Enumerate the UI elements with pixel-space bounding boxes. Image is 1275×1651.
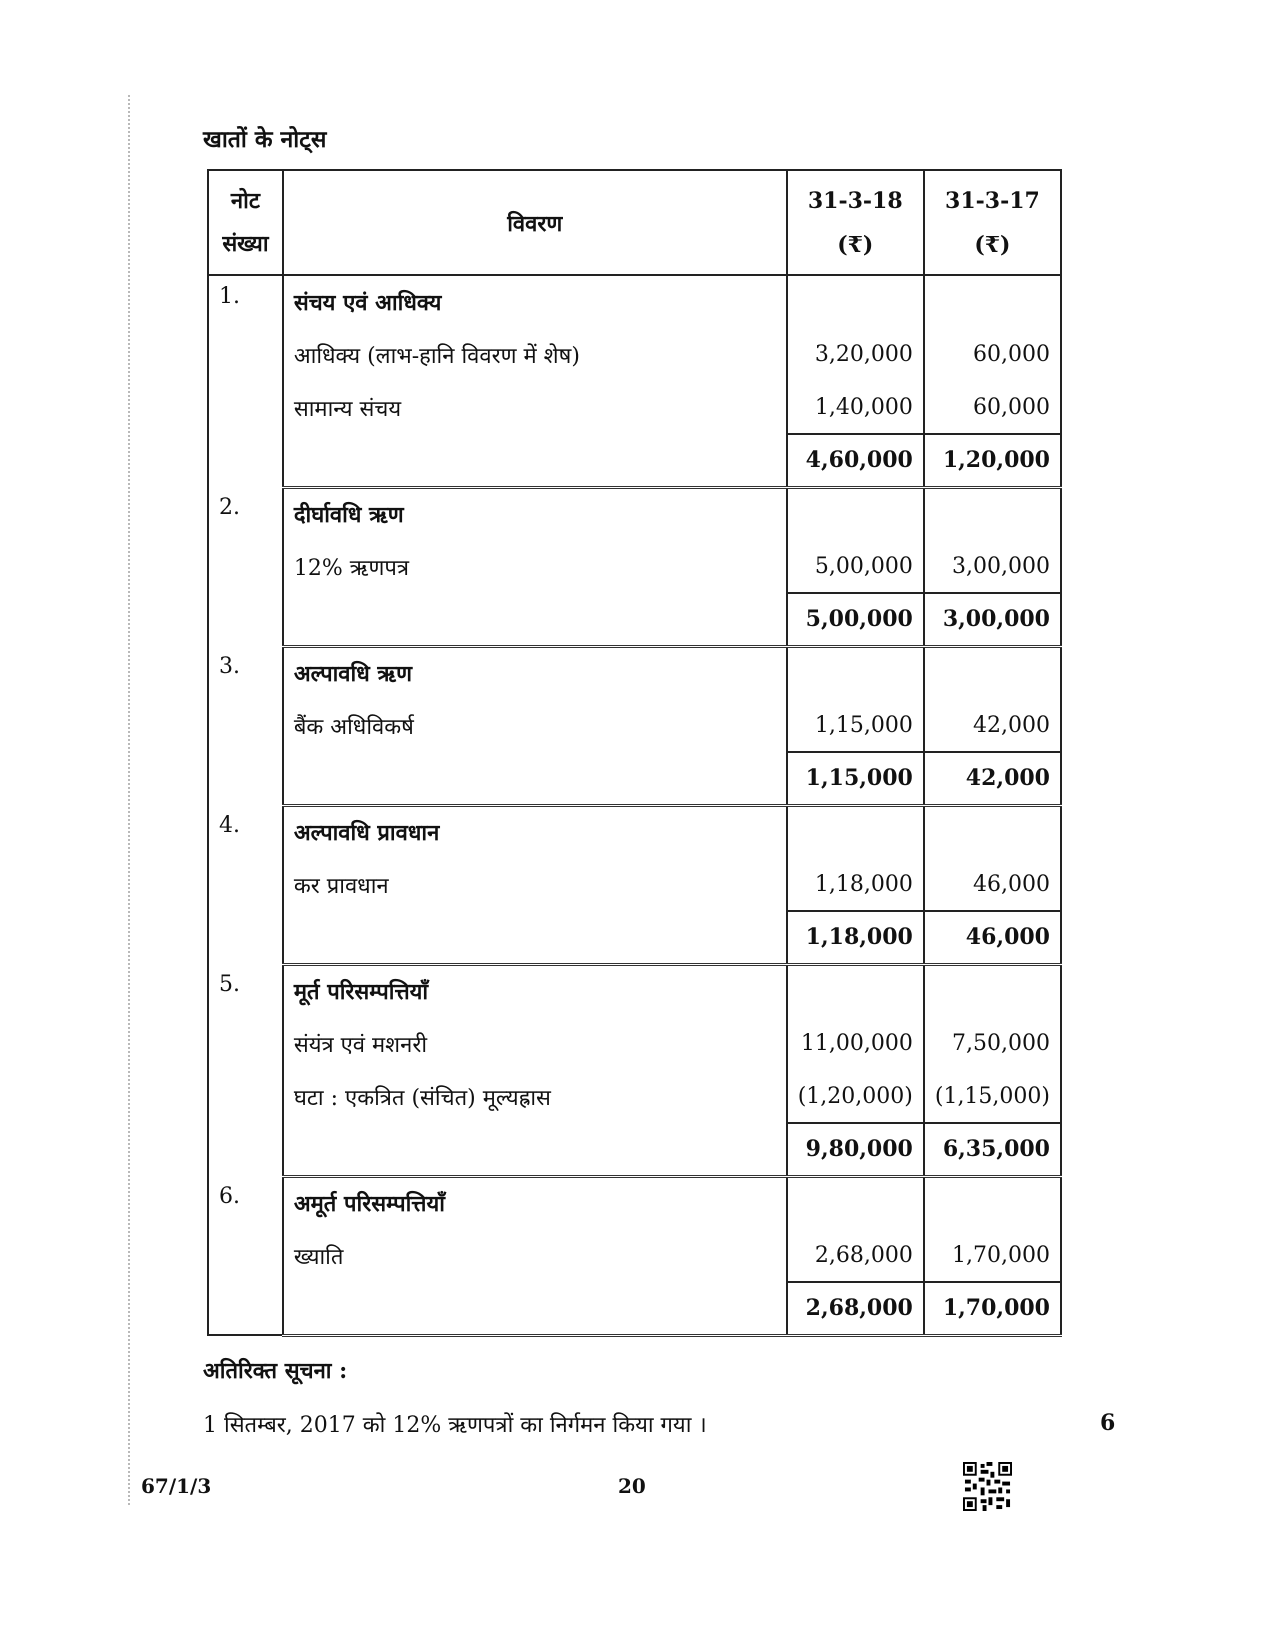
total-label-empty — [283, 1123, 787, 1176]
header-note-no-line1: नोट — [230, 187, 260, 214]
total-row — [208, 752, 1061, 805]
item-label: घटा : एकत्रित (संचित) मूल्यह्रास — [283, 1070, 787, 1123]
total-2018: 5,00,000 — [787, 593, 924, 646]
total-2017: 1,70,000 — [924, 1282, 1061, 1335]
header-note-no-line2: संख्या — [222, 230, 269, 257]
amount-2017-empty — [924, 964, 1061, 1017]
amount-2018: 11,00,000 — [787, 1017, 924, 1070]
total-2018: 1,15,000 — [787, 752, 924, 805]
table-row — [208, 540, 1061, 593]
amount-2018: 2,68,000 — [787, 1229, 924, 1282]
total-2018: 1,18,000 — [787, 911, 924, 964]
note-number: 6. — [208, 1176, 283, 1335]
total-2017: 3,00,000 — [924, 593, 1061, 646]
item-label: कर प्रावधान — [283, 858, 787, 911]
note-number: 5. — [208, 964, 283, 1176]
header-note-no — [208, 170, 283, 275]
note-number: 1. — [208, 275, 283, 487]
header-col-2017-date: 31-3-17 — [945, 187, 1040, 214]
table-row — [208, 646, 1061, 699]
note-number: 3. — [208, 646, 283, 805]
question-marks: 6 — [1100, 1410, 1116, 1436]
header-col-2017 — [924, 170, 1061, 275]
item-label: संयंत्र एवं मशनरी — [283, 1017, 787, 1070]
additional-info-title: अतिरिक्त सूचना : — [203, 1358, 348, 1384]
table-row — [208, 1176, 1061, 1229]
table-row — [208, 858, 1061, 911]
amount-2018: 1,40,000 — [787, 381, 924, 434]
amount-2018-empty — [787, 1176, 924, 1229]
amount-2018: 1,15,000 — [787, 699, 924, 752]
header-col-2018-date: 31-3-18 — [807, 187, 903, 214]
amount-2018-empty — [787, 275, 924, 328]
table-row — [208, 487, 1061, 540]
qr-code-icon — [963, 1462, 1012, 1511]
item-label: बैंक अधिविकर्ष — [283, 699, 787, 752]
notes-table-body — [208, 275, 1061, 1335]
header-col-2018-unit: (₹) — [837, 231, 874, 258]
amount-2018: 1,18,000 — [787, 858, 924, 911]
amount-2018-empty — [787, 487, 924, 540]
amount-2017: (1,15,000) — [924, 1070, 1061, 1123]
amount-2018-empty — [787, 964, 924, 1017]
table-row — [208, 964, 1061, 1017]
amount-2017-empty — [924, 275, 1061, 328]
total-2017: 46,000 — [924, 911, 1061, 964]
note-heading: अल्पावधि प्रावधान — [283, 805, 787, 858]
table-row — [208, 1229, 1061, 1282]
amount-2017: 1,70,000 — [924, 1229, 1061, 1282]
amount-2017-empty — [924, 646, 1061, 699]
total-row — [208, 1282, 1061, 1335]
amount-2018: 5,00,000 — [787, 540, 924, 593]
total-2018: 4,60,000 — [787, 434, 924, 487]
amount-2017: 60,000 — [924, 381, 1061, 434]
total-label-empty — [283, 752, 787, 805]
note-heading: मूर्त परिसम्पत्तियाँ — [283, 964, 787, 1017]
table-row — [208, 805, 1061, 858]
table-row — [208, 1070, 1061, 1123]
note-number: 2. — [208, 487, 283, 646]
amount-2018-empty — [787, 646, 924, 699]
total-2018: 2,68,000 — [787, 1282, 924, 1335]
header-col-2018 — [787, 170, 924, 275]
amount-2018: (1,20,000) — [787, 1070, 924, 1123]
item-label: ख्याति — [283, 1229, 787, 1282]
amount-2017: 42,000 — [924, 699, 1061, 752]
total-row — [208, 911, 1061, 964]
total-label-empty — [283, 1282, 787, 1335]
item-label: 12% ऋणपत्र — [283, 540, 787, 593]
item-label: सामान्य संचय — [283, 381, 787, 434]
section-title: खातों के नोट्स — [203, 126, 327, 153]
amount-2018: 3,20,000 — [787, 328, 924, 381]
note-heading: अमूर्त परिसम्पत्तियाँ — [283, 1176, 787, 1229]
total-label-empty — [283, 434, 787, 487]
total-2017: 1,20,000 — [924, 434, 1061, 487]
paper-code: 67/1/3 — [141, 1474, 212, 1498]
table-row — [208, 699, 1061, 752]
amount-2017-empty — [924, 487, 1061, 540]
table-row — [208, 275, 1061, 328]
amount-2018-empty — [787, 805, 924, 858]
header-col-2017-unit: (₹) — [974, 231, 1011, 258]
amount-2017: 46,000 — [924, 858, 1061, 911]
total-label-empty — [283, 911, 787, 964]
table-row — [208, 328, 1061, 381]
amount-2017-empty — [924, 805, 1061, 858]
table-row — [208, 1017, 1061, 1070]
note-number: 4. — [208, 805, 283, 964]
total-row — [208, 1123, 1061, 1176]
total-2018: 9,80,000 — [787, 1123, 924, 1176]
total-2017: 6,35,000 — [924, 1123, 1061, 1176]
table-row — [208, 381, 1061, 434]
amount-2017: 60,000 — [924, 328, 1061, 381]
total-2017: 42,000 — [924, 752, 1061, 805]
header-particulars: विवरण — [283, 170, 787, 275]
total-row — [208, 593, 1061, 646]
page-number: 20 — [618, 1474, 646, 1498]
amount-2017-empty — [924, 1176, 1061, 1229]
additional-info-text: 1 सितम्बर, 2017 को 12% ऋणपत्रों का निर्गमन किया गया । — [203, 1413, 707, 1438]
amount-2017: 7,50,000 — [924, 1017, 1061, 1070]
total-label-empty — [283, 593, 787, 646]
total-row — [208, 434, 1061, 487]
amount-2017: 3,00,000 — [924, 540, 1061, 593]
note-heading: संचय एवं आधिक्य — [283, 275, 787, 328]
margin-dotted-line — [128, 95, 130, 1505]
table-header-row — [208, 170, 1061, 275]
note-heading: दीर्घावधि ऋण — [283, 487, 787, 540]
notes-table — [207, 169, 1062, 1337]
item-label: आधिक्य (लाभ-हानि विवरण में शेष) — [283, 328, 787, 381]
note-heading: अल्पावधि ऋण — [283, 646, 787, 699]
